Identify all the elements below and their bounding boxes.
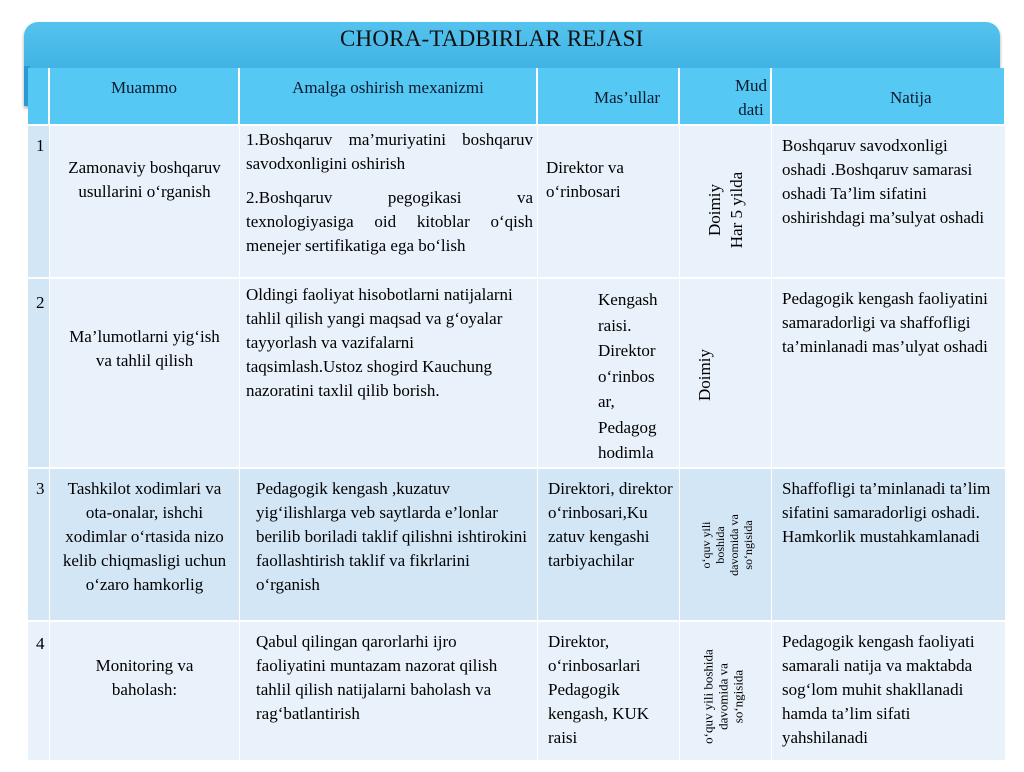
row1-mexanizm-2: 2.Boshqaruv pegogikasi va texnologiyasiga oid kitoblar o‘qish menejer sertifikatiga ega bo‘lish <box>246 188 533 255</box>
row4-num: 4 <box>28 622 50 762</box>
row3-muddat <box>680 469 772 622</box>
row1-natija: Boshqaruv savodxonligi oshadi .Boshqaruv samarasi oshadi Ta’lim sifatini oshirishdagi ma’sulyat oshadi <box>772 126 1006 279</box>
row2-mexanizm: Oldingi faoliyat hisobotlarni natijalarni tahlil qilish yangi maqsad va g‘oyalar tayyorlash va vazifalarni taqsimlash.Ustoz shogird Kauchung nazoratini taxlil qilib borish. <box>240 279 538 469</box>
row1-num: 1 <box>28 126 50 279</box>
row4-muammo: Monitoring va baholash: <box>50 622 240 762</box>
header-num <box>28 68 50 126</box>
header-natija: Natija <box>772 68 1006 126</box>
header-masullar: Mas’ullar <box>538 68 680 126</box>
row4-muddat-text <box>701 622 746 772</box>
row3-muammo: Tashkilot xodimlari va ota-onalar, ishchi xodimlar o‘rtasida nizo kelib chiqmasligi uchun o‘zaro hamkorlig <box>50 469 240 622</box>
row3-mexanizm: Pedagogik kengash ,kuzatuv yig‘ilishlarga veb saytlarda e’lonlar berilib boriladi taklif qilishni ishtirokini faollashtirish taklif va fikrlarini o‘rganish <box>240 469 538 622</box>
row1-muddat <box>680 126 772 279</box>
row4-masullar: Direktor, o‘rinbosarlari Pedagogik kengash, KUK raisi <box>538 622 680 762</box>
page-title: CHORA-TADBIRLAR REJASI <box>340 26 644 51</box>
row1-muddat-1: Doimiy <box>705 184 724 236</box>
row2-muddat <box>680 279 772 469</box>
row4-muddat <box>680 622 772 762</box>
header-muammo: Muammo <box>50 68 240 126</box>
row4-muddat-2: davomida va <box>715 663 731 730</box>
row1-mexanizm-1: 1.Boshqaruv ma’muriyatini boshqaruv savodxonligini oshirish <box>246 130 533 173</box>
row1-muddat-text <box>704 130 748 290</box>
header-muddat-label: Mud dati <box>734 76 768 119</box>
header-mexanizm: Amalga oshirish mexanizmi <box>240 68 538 126</box>
row3-muddat-2: boshida <box>713 526 727 564</box>
row2-muddat-text: Doimiy <box>695 349 714 401</box>
row1-muddat-2: Har 5 yilda <box>727 171 746 249</box>
row4-mexanizm: Qabul qilingan qarorlarhi ijro faoliyatini muntazam nazorat qilish tahlil qilish natijalarni baholash va rag‘batlantirish <box>240 622 538 762</box>
row4-muddat-3: so‘ngisida <box>730 669 746 724</box>
row3-masullar: Direktori, direktor o‘rinbosari,Ku zatuv kengashi tarbiyachilar <box>538 469 680 622</box>
row2-muammo: Ma’lumotlarni yig‘ish va tahlil qilish <box>50 279 240 469</box>
row4-natija: Pedagogik kengash faoliyati samarali natija va maktabda sog‘lom muhit shakllanadi hamda ta’lim sifati yahshilanadi <box>772 622 1006 762</box>
row2-num: 2 <box>28 279 50 469</box>
row1-muammo: Zamonaviy boshqaruv usullarini o‘rganish <box>50 126 240 279</box>
row3-muddat-1: o‘quv yili <box>699 521 713 569</box>
row3-natija: Shaffofligi ta’minlanadi ta’lim sifatini samaradorligi oshadi. Hamkorlik mustahkamlanadi <box>772 469 1006 622</box>
row4-muddat-1: o‘quv yili boshida <box>700 649 716 744</box>
row2-masullar: Kengash raisi. Direktor o‘rinbos ar, Pedagog hodimla <box>538 279 680 469</box>
row3-num: 3 <box>28 469 50 622</box>
row3-muddat-3: davomida va <box>727 514 741 576</box>
row1-mexanizm <box>240 126 538 279</box>
row1-masullar: Direktor va o‘rinbosari <box>538 126 680 279</box>
row2-natija: Pedagogik kengash faoliyatini samaradorligi va shaffofligi ta’minlanadi mas’ulyat oshadi <box>772 279 1006 469</box>
row3-muddat-4: so‘ngisida <box>741 520 755 570</box>
row3-muddat-text <box>699 470 755 620</box>
